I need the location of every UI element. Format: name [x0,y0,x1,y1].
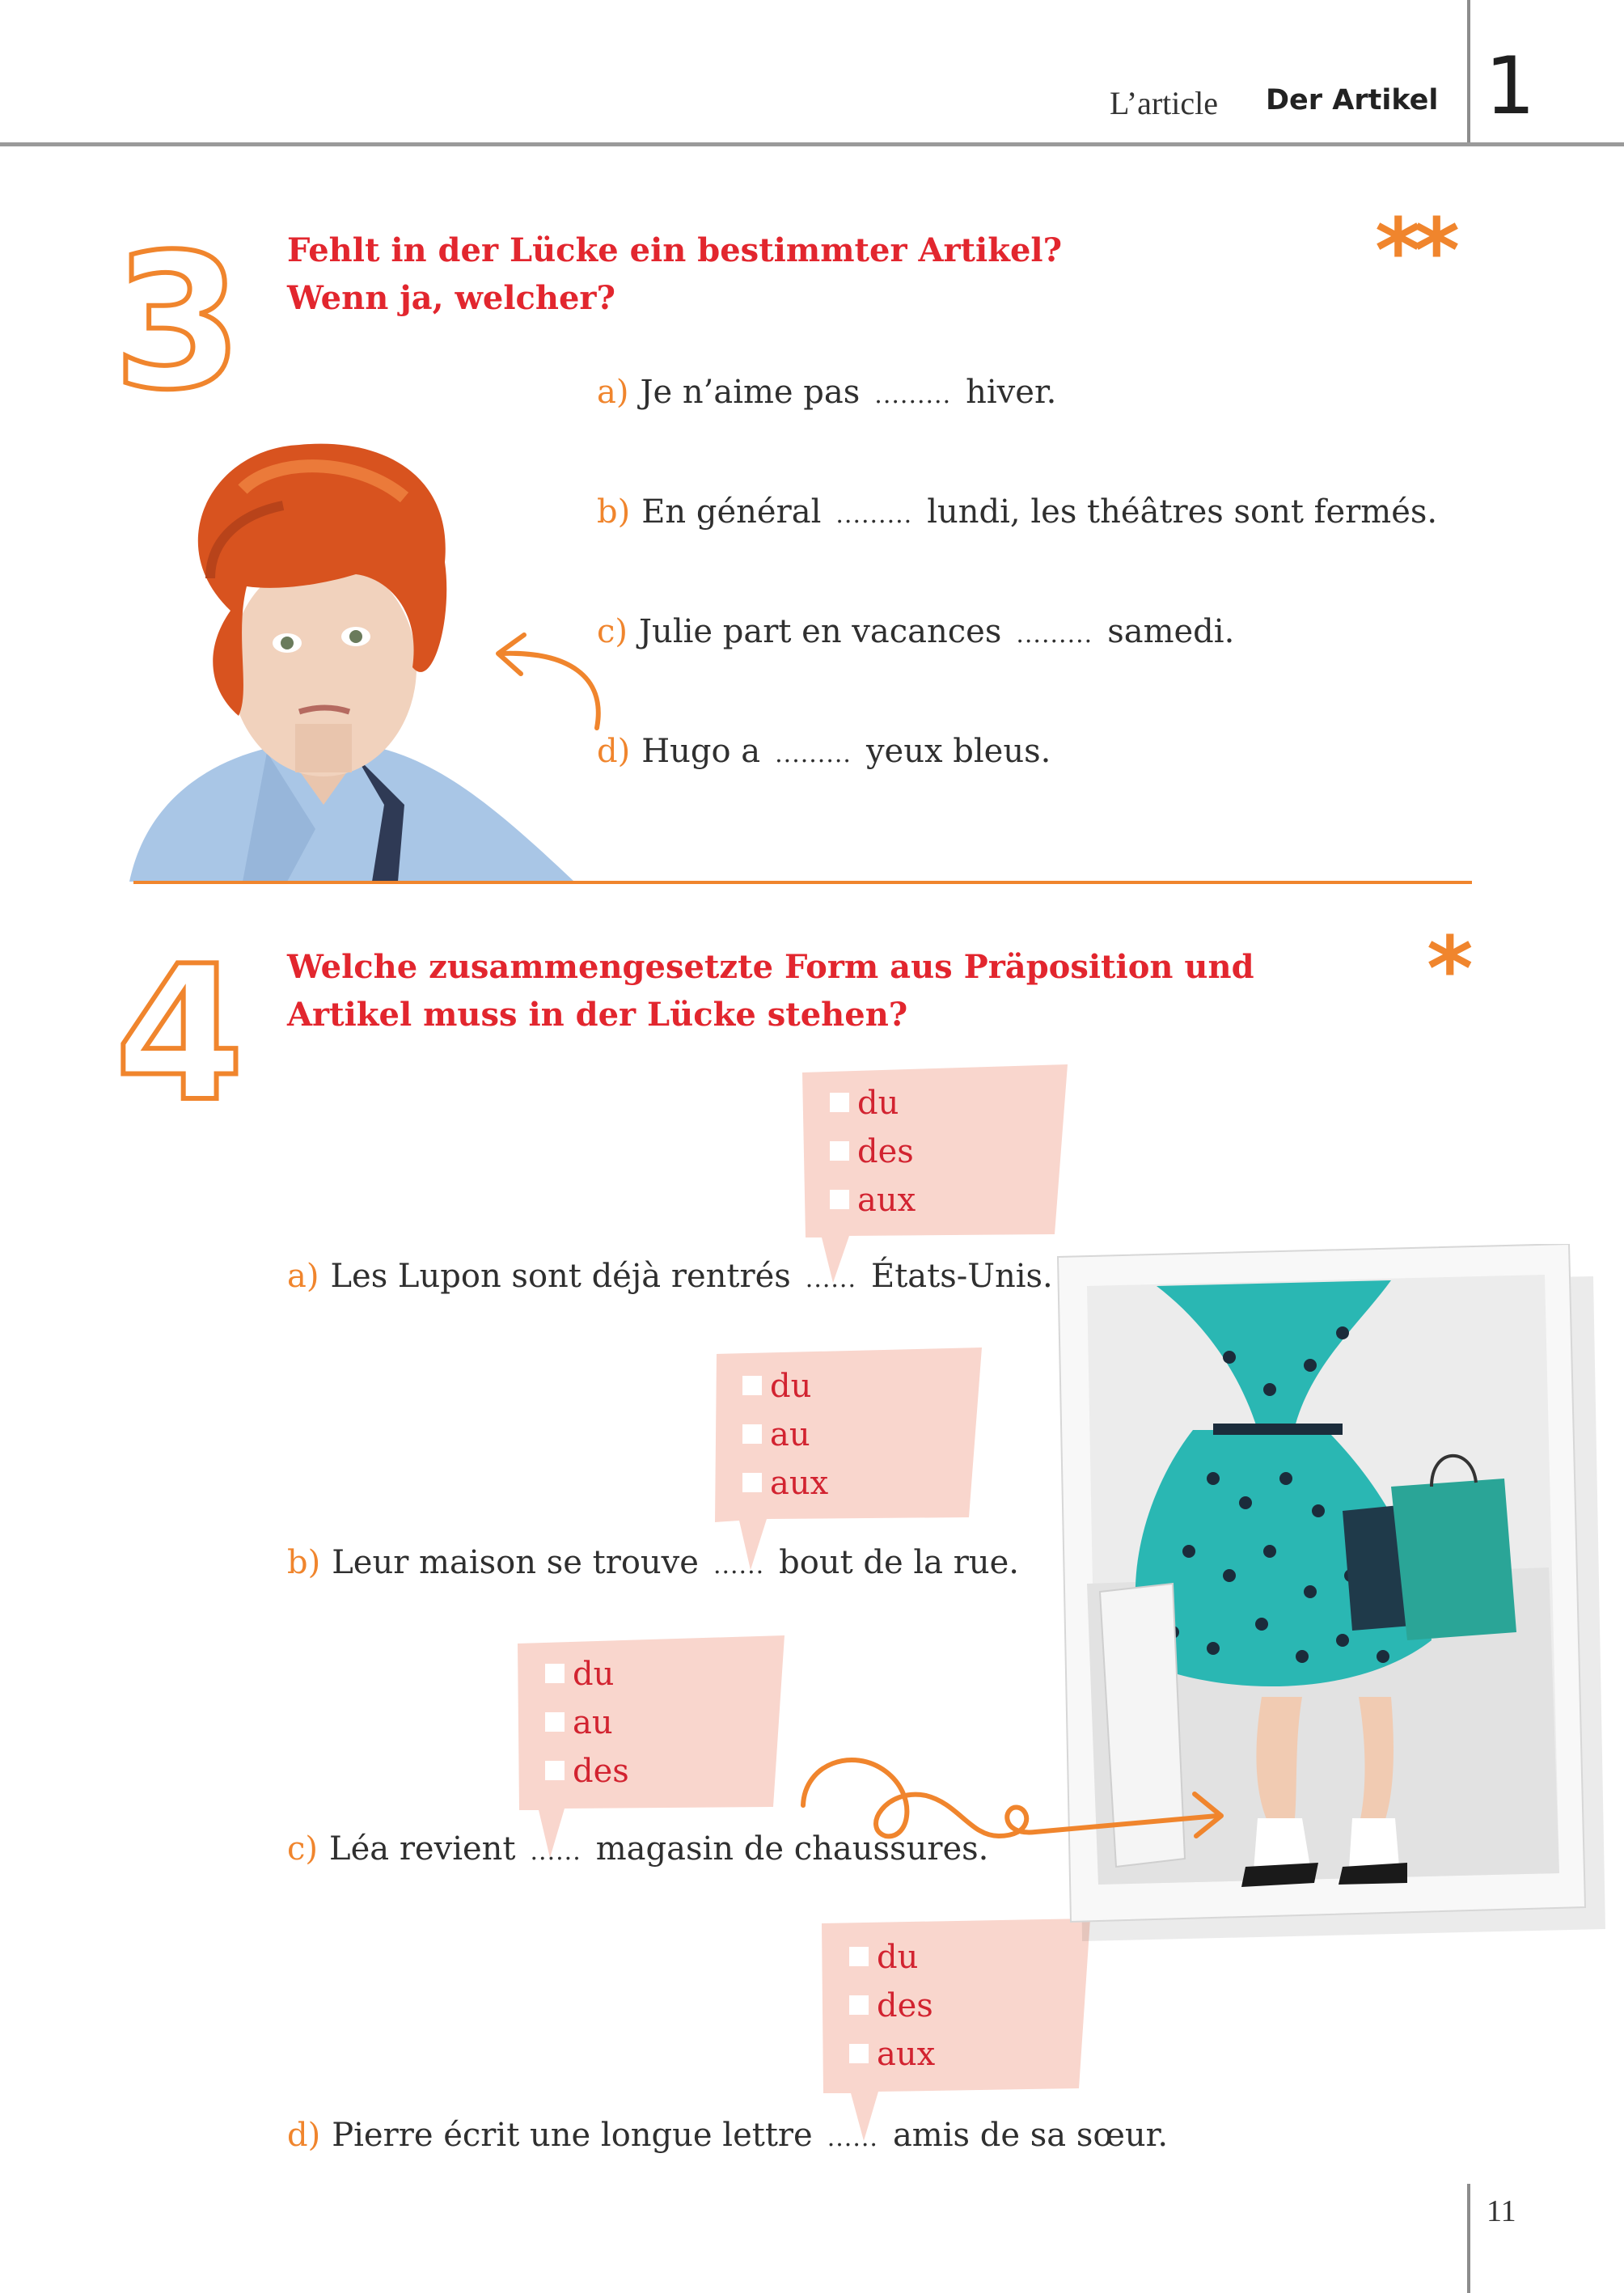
page-number: 11 [1487,2194,1516,2228]
option-aux[interactable]: aux [742,1459,828,1508]
item-label: d) [287,2117,321,2154]
header-rule [0,142,1624,146]
item-text-before: En général [641,493,822,531]
item-text-after: États-Unis. [871,1258,1053,1295]
option-du[interactable]: du [742,1362,828,1411]
item-text-before: Hugo a [641,733,761,770]
item-text-after: yeux bleus. [865,733,1051,770]
option-du[interactable]: du [830,1079,916,1127]
option-au[interactable]: au [545,1699,629,1747]
checkbox[interactable] [830,1093,849,1112]
item-text-before: Léa revient [329,1830,516,1868]
curly-arrow-icon [797,1747,1233,1860]
item-label: b) [597,493,631,531]
gap-blank[interactable]: ...... [713,1551,765,1580]
item-text-before: Julie part en vacances [639,613,1002,650]
exercise-3-item-b [597,493,1437,531]
option-aux[interactable]: aux [830,1176,916,1225]
option-du[interactable]: du [849,1933,935,1982]
checkbox[interactable] [849,2044,869,2063]
difficulty-stars-icon: ** [1375,199,1453,302]
item-label: c) [597,613,628,650]
item-text-after: bout de la rue. [779,1544,1020,1581]
exercise-3-task-line1: Fehlt in der Lücke ein bestimmter Artikel? [287,231,1063,269]
chapter-number: 1 [1485,40,1536,133]
exercise-3-task-line2: Wenn ja, welcher? [287,279,615,317]
exercise-4-task-line2: Artikel muss in der Lücke stehen? [287,996,908,1034]
checkbox[interactable] [545,1712,565,1732]
header-german-title: Der Artikel [1266,84,1439,116]
checkbox[interactable] [849,1995,869,2015]
item-label: a) [597,374,629,411]
checkbox[interactable] [830,1190,849,1209]
exercise-3-task [287,226,1062,322]
item-text-after: hiver. [966,374,1057,411]
option-au[interactable]: au [742,1411,828,1459]
exercise-4-number: 4 [115,927,245,1143]
gap-blank[interactable]: ...... [827,2124,878,2152]
item-text-after: samedi. [1107,613,1235,650]
header-divider-vertical [1467,0,1470,144]
item-text-before: Je n’aime pas [640,374,861,411]
item-text-after: amis de sa sœur. [892,2117,1169,2154]
options-bubble-a [799,1064,1071,1283]
item-text-after: lundi, les théâtres sont fermés. [927,493,1438,531]
exercise-4-task-line1: Welche zusammengesetzte Form aus Präposition und [287,948,1254,986]
exercise-4-item-a [287,1258,1053,1295]
gap-blank[interactable]: ......... [835,501,913,529]
exercise-3-item-c [597,613,1234,650]
footer-divider-vertical [1467,2184,1470,2293]
gap-blank[interactable]: ...... [530,1838,582,1866]
item-label: b) [287,1544,321,1581]
checkbox[interactable] [545,1761,565,1780]
exercise-3-item-a [597,374,1056,411]
checkbox[interactable] [545,1664,565,1683]
option-des[interactable]: des [545,1747,629,1796]
item-text-before: Leur maison se trouve [332,1544,699,1581]
option-des[interactable]: des [849,1982,935,2030]
item-label: d) [597,733,631,770]
options-bubble-b [712,1347,983,1570]
option-des[interactable]: des [830,1127,916,1176]
section-separator [133,881,1472,884]
item-text-after: magasin de chaussures. [595,1830,989,1868]
exercise-4-task [287,943,1254,1039]
option-aux[interactable]: aux [849,2030,935,2079]
difficulty-star-icon: * [1427,917,1474,1021]
checkbox[interactable] [742,1376,762,1395]
checkbox[interactable] [849,1947,869,1966]
item-label: c) [287,1830,319,1868]
arrow-icon [485,627,607,740]
options-bubble-c [514,1635,786,1858]
checkbox[interactable] [830,1141,849,1161]
gap-blank[interactable]: ......... [1016,620,1093,649]
exercise-3-item-d [597,733,1051,770]
item-text-before: Pierre écrit une longue lettre [332,2117,813,2154]
checkbox[interactable] [742,1473,762,1492]
gap-blank[interactable]: ......... [775,740,852,768]
exercise-3-number: 3 [113,215,243,431]
item-label: a) [287,1258,319,1295]
item-text-before: Les Lupon sont déjà rentrés [330,1258,791,1295]
exercise-4-item-d [287,2117,1168,2154]
header-french-title: L’article [1110,85,1219,121]
gap-blank[interactable]: ...... [805,1265,856,1293]
exercise-4-item-b [287,1544,1019,1581]
checkbox[interactable] [742,1424,762,1444]
option-du[interactable]: du [545,1650,629,1699]
gap-blank[interactable]: ......... [874,381,952,409]
